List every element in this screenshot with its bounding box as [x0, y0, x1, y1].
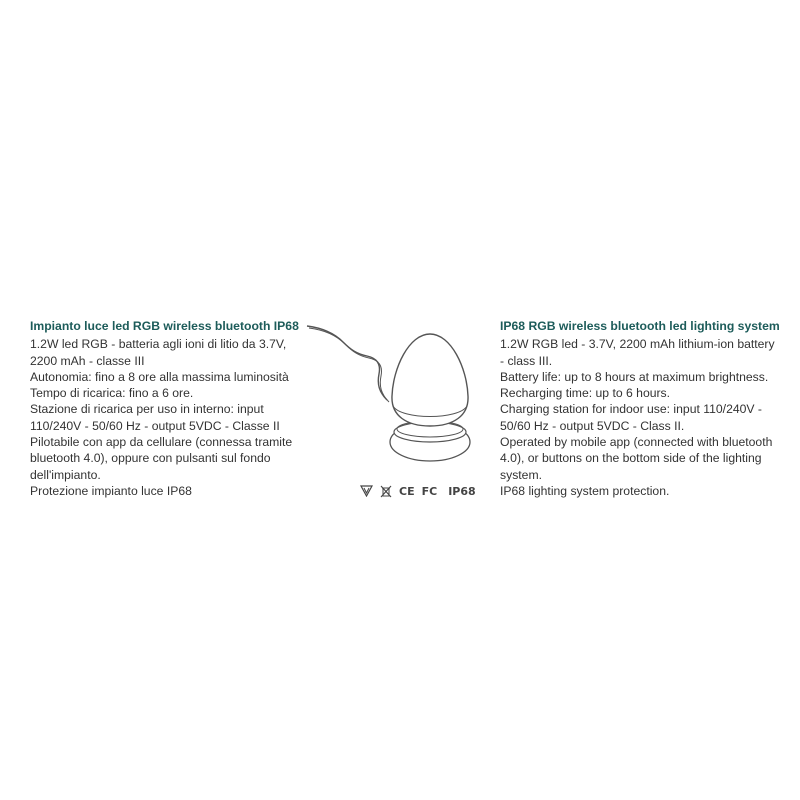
egg-lamp	[392, 334, 468, 426]
italian-paragraph: 1.2W led RGB - batteria agli ioni di litio da 3.7V, 2200 mAh - classe III	[30, 337, 287, 368]
english-description	[500, 318, 780, 499]
italian-title: Impianto luce led RGB wireless bluetooth IP68	[30, 319, 299, 333]
crossed-bin-icon	[380, 485, 392, 498]
certification-marks	[360, 482, 476, 500]
english-title: IP68 RGB wireless bluetooth led lighting system	[500, 319, 780, 333]
ip68-mark: IP68	[448, 484, 476, 498]
italian-description	[30, 318, 300, 499]
english-paragraph: Operated by mobile app (connected with bluetooth 4.0), or buttons on the bottom side of the lighting system.	[500, 435, 773, 482]
cable-line	[309, 328, 389, 402]
italian-paragraph: Protezione impianto luce IP68	[30, 483, 192, 498]
ce-mark: CE	[399, 484, 415, 498]
english-paragraph: IP68 lighting system protection.	[500, 483, 670, 498]
italian-paragraph: Stazione di ricarica per uso in interno: input 110/240V - 50/60 Hz - output 5VDC - Classe II	[30, 402, 280, 433]
english-paragraph: Recharging time: up to 6 hours.	[500, 386, 671, 401]
fc-mark: FC	[421, 484, 438, 498]
cable-line	[307, 326, 387, 400]
italian-paragraph: Pilotabile con app da cellulare (connessa tramite bluetooth 4.0), oppure con pulsanti sul fondo dell'impianto.	[30, 435, 293, 482]
english-paragraph: Charging station for indoor use: input 110/240V - 50/60 Hz - output 5VDC - Class II.	[500, 402, 762, 433]
italian-paragraph: Autonomia: fino a 8 ore alla massima luminosità	[30, 369, 289, 384]
english-paragraph: Battery life: up to 8 hours at maximum brightness.	[500, 369, 769, 384]
product-illustration	[305, 320, 495, 470]
english-paragraph: 1.2W RGB led - 3.7V, 2200 mAh lithium-ion battery - class III.	[500, 337, 775, 368]
triangle-v-icon	[360, 485, 373, 497]
italian-paragraph: Tempo di ricarica: fino a 6 ore.	[30, 386, 194, 401]
